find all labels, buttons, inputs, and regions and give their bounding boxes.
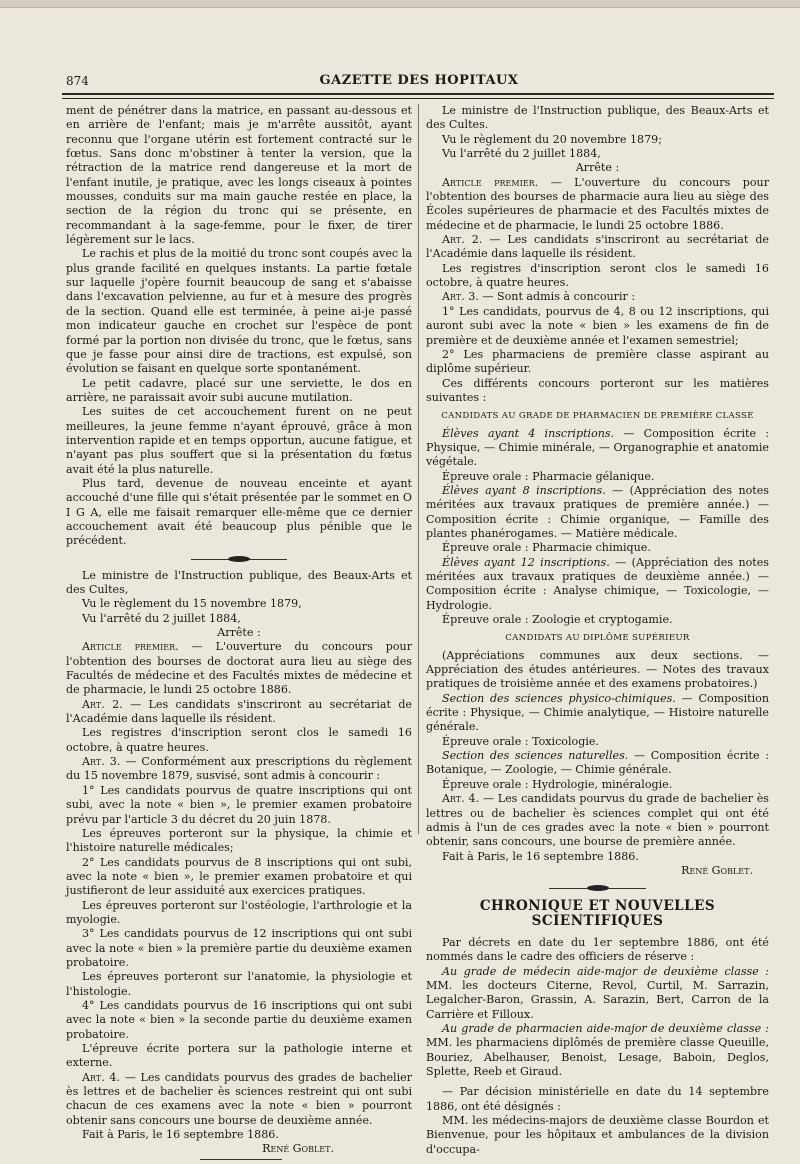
article-label: Art. 2. [82,697,123,711]
paragraph: 1° Les candidats pourvus de quatre inscriptions qui ont subi, avec la note « bien », le premier examen probatoire prévu par l'article 3 du décret du 20 juin 1878. [66,783,412,826]
header-rule-thin [62,98,774,99]
article-text: — Les candidats pourvus du grade de bachelier ès lettres ou de bachelier ès sciences complet qui ont été admis à l'un de ces grades avec la note « bien » pourront obtenir, sans concours, une bourse de première année. [426,792,769,849]
exam-paragraph [426,556,769,613]
article-label: Article premier. [82,640,179,654]
exam-label: Élèves ayant 12 inscriptions. [442,555,610,569]
paragraph: Les suites de cet accouchement furent on ne peut meilleures, la jeune femme n'ayant éprouvé, grâce à mon intervention rapide et en temps opportun, aucune fatigue, et n'ayant pas plus souffert que si la présentation du fœtus avait été la plus naturelle. [66,405,412,476]
paragraph: Par décrets en date du 1er septembre 1886, ont été nommés dans le cadre des officiers de réserve : [426,935,769,964]
article-label: Art. 2. [442,233,483,247]
paragraph: 2° Les candidats pourvus de 8 inscriptions qui ont subi, avec la note « bien », le premier examen probatoire et qui justifieront de leur assiduité aux exercices pratiques. [66,855,412,898]
exam-text: — (Appréciation des notes méritées aux travaux pratiques de première année.) — Composition écrite : Chimie organique, — Famille des plantes phanérogames. — Matière médicale. [426,483,769,540]
article-text: — L'ouverture du concours pour l'obtention des bourses de doctorat aura lieu au siège des Facultés de médecine et des Facultés mixtes de médecine et de pharmacie, le lundi 25 octobre 1886. [66,640,412,697]
subheading: CANDIDATS AU DIPLÔME SUPÉRIEUR [505,633,690,644]
page-top-edge [0,0,800,8]
article-label: Art. 3. [442,290,479,304]
exam-paragraph [426,484,769,541]
exam-text: — Composition écrite : Physique, — Chimie minérale, — Organographie et anatomie végétale. [426,426,769,469]
paragraph: Plus tard, devenue de nouveau enceinte et ayant accouché d'une fille qui s'était présentée par le sommet en O I G A, elle me faisait remarquer elle-même que ce dernier accouchement avait été beaucoup plus pénible que le précédent. [66,476,412,548]
exam-paragraph [426,749,769,778]
paragraph: Le petit cadavre, placé sur une serviette, le dos en arrière, ne paraissait avoir subi aucune mutilation. [66,376,412,404]
article-text: — Les candidats pourvus des grades de bachelier ès lettres et de bachelier ès sciences restreint qui ont subi chacun de ces examens avec la note « bien » pourront obtenir sans concours une bourse de deuxième année. [66,1070,413,1127]
paragraph: ment de pénétrer dans la matrice, en passant au-dessous et en arrière de l'enfant; mais je m'arrête aussitôt, ayant reconnu que l'organe utérin est fortement contracté sur le fœtus. Sans donc m'obstiner à tenter la version, que la rétraction de la matrice rend dangereuse et la mort de l'enfant inutile, je pratique, avec les longs ciseaux à pointes mousses, conduits sur ma main gauche restée en place, la section de la région du tronc qui se présente, en recommandant à la sage-femme, pour le fixer, de tirer légèrement sur le lacs. [66,104,412,247]
paragraph: 2° Les pharmaciens de première classe aspirant au diplôme supérieur. [426,347,769,376]
page-number: 874 [66,74,89,88]
exam-text: — Composition écrite : Botanique, — Zoologie, — Chimie générale. [426,749,769,777]
article-text: — Les candidats s'inscriront au secrétariat de l'Académie dans laquelle ils résident. [66,697,413,726]
article-paragraph [426,290,769,304]
signature: René Goblet. [681,863,753,877]
article-paragraph [66,640,412,697]
column-divider [418,104,419,834]
paragraph: Vu l'arrêté du 2 juillet 1884, [82,611,241,625]
paragraph: — Par décision ministérielle en date du 14 septembre 1886, ont été désignés : [426,1085,769,1113]
exam-label: Section des sciences physico-chimiques. [442,691,676,705]
chronicle-heading: CHRONIQUE ET NOUVELLES SCIENTIFIQUES [479,898,716,929]
article-paragraph [66,755,412,784]
article-paragraph [426,233,769,262]
paragraph: Les épreuves porteront sur l'ostéologie, l'arthrologie et la myologie. [66,898,412,926]
exam-label: Élèves ayant 4 inscriptions. [442,426,615,440]
page-header [66,74,772,92]
paragraph: (Appréciations communes aux deux sections. — Appréciation des études antérieures. — Notes des travaux pratiques de troisième année et des examens probatoires.) [426,648,769,691]
journal-title: GAZETTE DES HOPITAUX [319,73,519,88]
article-label: Art. 3. [82,755,121,769]
paragraph: Les épreuves porteront sur l'anatomie, la physiologie et l'histologie. [66,970,412,998]
paragraph: Épreuve orale : Zoologie et cryptogamie. [442,613,673,627]
article-paragraph [66,698,412,727]
exam-text: — Composition écrite : Physique, — Chimie analytique, — Histoire naturelle générale. [426,691,769,734]
article-paragraph [426,176,769,233]
article-paragraph [426,792,769,849]
article-text: — Conformément aux prescriptions du règlement du 15 novembre 1879, susvisé, sont admis à concourir : [66,755,412,783]
paragraph: Le rachis et plus de la moitié du tronc sont coupés avec la plus grande facilité en quelques instants. La partie fœtale sur laquelle j'opère fournit beaucoup de sang et s'abaisse dans l'excavation pelvienne, au fur et à mesure des progrès de la section. Quand elle est terminée, à peine ai-je passé mon indicateur gauche en crochet sur l'espèce de pont formé par la portion non divisée du tronc, que le fœtus, sans que je fasse pour ainsi dire de tractions, est expulsé, son évolution se faisant en quelque sorte spontanément. [66,247,412,376]
paragraph: 3° Les candidats pourvus de 12 inscriptions qui ont subi avec la note « bien » la première partie du deuxième examen probatoire. [66,927,412,969]
paragraph: L'épreuve écrite portera sur la pathologie interne et externe. [66,1042,412,1070]
left-column [66,104,412,1161]
paragraph: Épreuve orale : Pharmacie chimique. [442,541,651,555]
decree-arrete: Arrête : [575,161,620,175]
section-separator [66,553,412,566]
article-paragraph [66,1071,412,1128]
end-rule [200,1159,282,1161]
article-label: Art. 4. [82,1070,121,1084]
paragraph: Vu le règlement du 15 novembre 1879, [82,597,302,611]
paragraph: Épreuve orale : Toxicologie. [442,734,599,748]
paragraph: 1° Les candidats, pourvus de 4, 8 ou 12 inscriptions, qui auront subi avec la note « bien » les examens de fin de première et de deuxième année et l'examen semestriel; [426,304,769,347]
right-column [426,104,769,1157]
header-rule-thick [62,93,774,95]
exam-paragraph [426,427,769,470]
grade-label: Au grade de médecin aide-major de deuxième classe : [442,964,769,978]
paragraph: MM. les médecins-majors de deuxième classe Bourdon et Bienvenue, pour les hôpitaux et ambulances de la division d'occupa- [426,1114,769,1156]
grade-text: MM. les docteurs Citerne, Revol, Curtil, M. Sarrazin, Legalcher-Baron, Grassin, A. Sarazin, Bert, Carron de la Carrière et Filloux. [426,978,769,1021]
exam-paragraph [426,692,769,735]
subheading: CANDIDATS AU GRADE DE PHARMACIEN DE PREMIÈRE CLASSE [441,411,754,422]
paragraph: Fait à Paris, le 16 septembre 1886. [82,1128,279,1142]
article-text: — L'ouverture du concours pour l'obtention des bourses de pharmacie aura lieu au siège des Écoles supérieures de pharmacie et des Facultés mixtes de médecine et de pharmacie, le lundi 25 octobre 1886. [426,175,769,232]
exam-text: — (Appréciation des notes méritées aux travaux pratiques de deuxième année.) — Composition écrite : Analyse chimique, — Toxicologie, — Hydrologie. [426,555,769,612]
paragraph: Épreuve orale : Hydrologie, minéralogie. [442,777,673,791]
exam-label: Section des sciences naturelles. [442,749,629,763]
signature: René Goblet. [262,1142,334,1156]
paragraph: Les registres d'inscription seront clos le samedi 16 octobre, à quatre heures. [426,261,769,290]
article-text: — Les candidats s'inscriront au secrétariat de l'Académie dans laquelle ils résident. [426,233,770,261]
paragraph: 4° Les candidats pourvus de 16 inscriptions qui ont subi avec la note « bien » la seconde partie du deuxième examen probatoire. [66,998,412,1041]
grade-text: MM. les pharmaciens diplômés de première classe Queuille, Bouriez, Abelhauser, Benoist, Lesage, Baboin, Deglos, Splette, Reeb et Giraud. [426,1036,769,1078]
article-label: Art. 4. [442,792,480,806]
appointment-paragraph [426,1022,769,1079]
paragraph: Épreuve orale : Pharmacie gélanique. [442,469,655,483]
paragraph: Vu le règlement du 20 novembre 1879; [442,132,662,146]
article-text: — Sont admis à concourir : [478,290,636,304]
paragraph: Ces différents concours porteront sur les matières suivantes : [426,376,769,404]
grade-label: Au grade de pharmacien aide-major de deuxième classe : [442,1021,769,1035]
paragraph: Le ministre de l'Instruction publique, des Beaux-Arts et des Cultes. [426,104,769,132]
paragraph: Fait à Paris, le 16 septembre 1886. [442,849,639,863]
paragraph: Les épreuves porteront sur la physique, la chimie et l'histoire naturelle médicales; [66,826,412,855]
section-separator [426,882,769,895]
paragraph: Le ministre de l'Instruction publique, des Beaux-Arts et des Cultes, [66,568,412,596]
paragraph: Les registres d'inscription seront clos le samedi 16 octobre, à quatre heures. [66,726,412,754]
paragraph: Vu l'arrêté du 2 juillet 1884, [442,147,601,161]
appointment-paragraph [426,965,769,1022]
exam-label: Élèves ayant 8 inscriptions. [442,483,606,497]
decree-arrete: Arrête : [217,626,261,640]
article-label: Article premier. [442,175,539,189]
